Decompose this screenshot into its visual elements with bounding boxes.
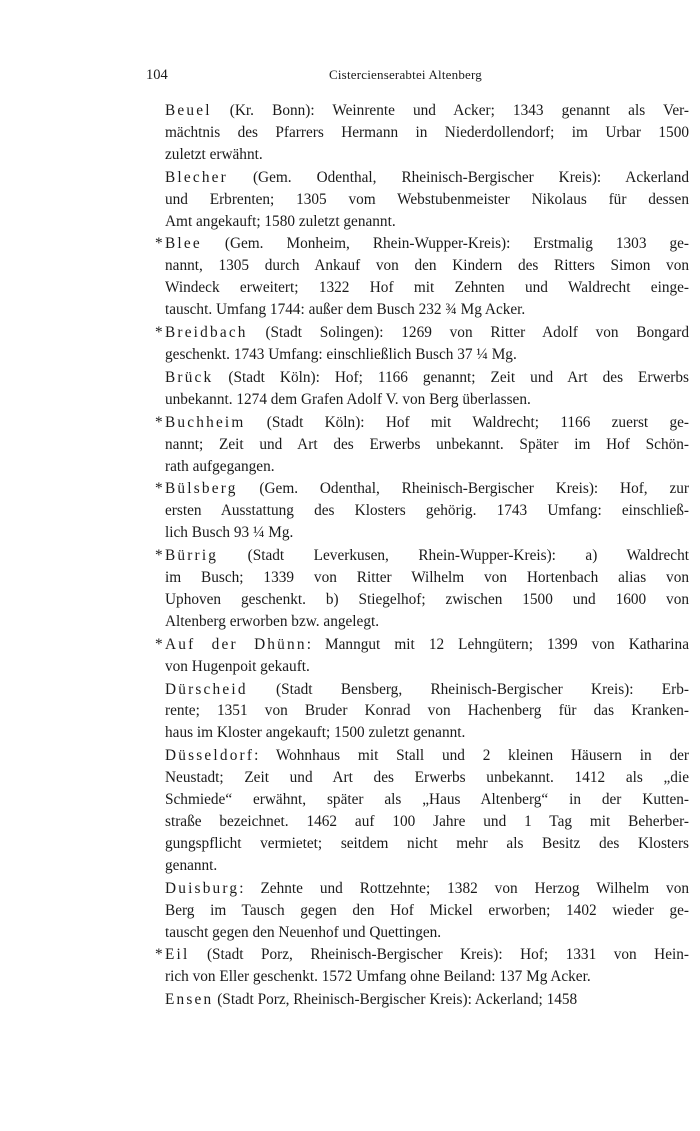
place-name: Blecher xyxy=(165,168,228,186)
place-name: Dürscheid xyxy=(165,680,248,698)
register-entry xyxy=(155,634,689,678)
entry-line xyxy=(165,100,689,122)
place-name: Bülsberg xyxy=(165,480,238,498)
entry-line xyxy=(165,589,689,611)
entry-line xyxy=(165,434,689,456)
entry-text: im Busch; 1339 von Ritter Wilhelm von Hortenbach alias von xyxy=(165,569,689,587)
asterisk-marker: * xyxy=(155,946,163,964)
entry-text: Altenberg erworben bzw. angelegt. xyxy=(165,612,380,630)
place-name: Auf der Dhünn xyxy=(165,635,307,653)
place-name: Ensen xyxy=(165,991,214,1009)
entry-text: geschenkt. 1743 Umfang: einschließlich Busch 37 ¼ Mg. xyxy=(165,345,517,363)
entry-line xyxy=(165,367,689,389)
entry-line xyxy=(165,389,689,411)
entry-text: tauscht. Umfang 1744: außer dem Busch 232 ¾ Mg Acker. xyxy=(165,301,526,319)
place-name: Buchheim xyxy=(165,413,246,431)
entry-line xyxy=(165,855,689,877)
entry-line xyxy=(165,122,689,144)
entry-line xyxy=(165,567,689,589)
entry-line xyxy=(165,144,689,166)
entry-line xyxy=(165,900,689,922)
entry-text: (Stadt Porz, Rheinisch-Bergischer Kreis): Hof; 1331 von Hein- xyxy=(189,946,689,964)
entry-text: nannt; Zeit und Art des Erwerbs unbekannt. Später im Hof Schön- xyxy=(165,435,689,453)
entry-text: Amt angekauft; 1580 zuletzt genannt. xyxy=(165,212,396,230)
entry-text: Neustadt; Zeit und Art des Erwerbs unbekannt. 1412 als „die xyxy=(165,769,689,787)
entry-line xyxy=(165,545,689,567)
entry-line xyxy=(165,478,689,500)
entry-line xyxy=(165,211,689,233)
entry-line xyxy=(165,922,689,944)
entry-text: (Gem. Odenthal, Rheinisch-Bergischer Kreis): Ackerland xyxy=(227,168,689,186)
page-header xyxy=(146,67,666,87)
entry-line xyxy=(165,722,689,744)
entry-text: : Zehnte und Rottzehnte; 1382 von Herzog Wilhelm von xyxy=(239,879,689,897)
entry-text: genannt. xyxy=(165,856,218,874)
asterisk-marker: * xyxy=(155,324,163,342)
entry-line xyxy=(165,412,689,434)
place-name: Düsseldorf xyxy=(165,747,255,765)
entry-line xyxy=(165,656,689,678)
entry-line xyxy=(165,989,689,1011)
entry-line xyxy=(165,833,689,855)
entry-line xyxy=(165,700,689,722)
entry-text: (Stadt Köln): Hof; 1166 genannt; Zeit und Art des Erwerbs xyxy=(213,368,689,386)
entry-text: haus im Kloster angekauft; 1500 zuletzt genannt. xyxy=(165,724,466,742)
entry-line xyxy=(165,322,689,344)
register-entry xyxy=(155,412,689,478)
entry-line xyxy=(165,299,689,321)
entry-text: nannt, 1305 durch Ankauf von den Kindern des Ritters Simon von xyxy=(165,257,689,275)
entry-line xyxy=(165,233,689,255)
asterisk-marker: * xyxy=(155,235,163,253)
entry-text: gungspflicht vermietet; seitdem nicht mehr als Besitz des Klosters xyxy=(165,834,689,852)
place-name: Blee xyxy=(165,235,202,253)
entry-text: Schmiede“ erwähnt, später als „Haus Altenberg“ in der Kutten- xyxy=(165,791,689,809)
entry-list xyxy=(155,100,689,1011)
running-title: Cistercienserabtei Altenberg xyxy=(329,67,483,82)
entry-line xyxy=(165,679,689,701)
register-entry xyxy=(165,989,689,1011)
entry-line xyxy=(165,745,689,767)
entry-text: Uphoven geschenkt. b) Stiegelhof; zwischen 1500 und 1600 von xyxy=(165,590,689,608)
entry-line xyxy=(165,500,689,522)
entry-line xyxy=(165,878,689,900)
place-name: Beuel xyxy=(165,102,212,119)
place-name: Breidbach xyxy=(165,324,248,342)
asterisk-marker: * xyxy=(155,480,163,498)
place-name: Brück xyxy=(165,368,214,386)
entry-text: und Erbrenten; 1305 vom Webstubenmeister Nikolaus für dessen xyxy=(165,190,689,208)
entry-text: (Stadt Bensberg, Rheinisch-Bergischer Kreis): Erb- xyxy=(247,680,689,698)
entry-text: Windeck erweitert; 1322 Hof mit Zehnten und Waldrecht einge- xyxy=(165,279,689,297)
entry-text: ersten Ausstattung des Klosters gehörig. 1743 Umfang: einschließ- xyxy=(165,502,689,520)
register-entry xyxy=(165,167,689,233)
entry-text: : Wohnhaus mit Stall und 2 kleinen Häusern in der xyxy=(254,747,689,765)
entry-line xyxy=(165,522,689,544)
register-entry xyxy=(165,745,689,876)
register-entry xyxy=(155,545,689,633)
asterisk-marker: * xyxy=(155,413,163,431)
entry-line xyxy=(165,811,689,833)
entry-line xyxy=(165,634,689,656)
entry-text: lich Busch 93 ¼ Mg. xyxy=(165,524,294,542)
register-entry xyxy=(155,233,689,321)
place-name: Eil xyxy=(165,946,190,964)
place-name: Bürrig xyxy=(165,547,219,565)
entry-line xyxy=(165,767,689,789)
entry-text: straße bezeichnet. 1462 auf 100 Jahre und 1 Tag mit Beherber- xyxy=(165,813,689,830)
entry-text: rath aufgegangen. xyxy=(165,457,275,475)
register-entry xyxy=(165,679,689,745)
entry-line xyxy=(165,966,689,988)
page-number: 104 xyxy=(146,67,168,83)
entry-line xyxy=(165,167,689,189)
entry-text: von Hugenpoit gekauft. xyxy=(165,657,310,675)
entry-text: (Stadt Porz, Rheinisch-Bergischer Kreis): Ackerland; 1458 xyxy=(213,991,578,1009)
entry-text: (Gem. Monheim, Rhein-Wupper-Kreis): Erstmalig 1303 ge- xyxy=(201,235,689,253)
entry-text: (Stadt Köln): Hof mit Waldrecht; 1166 zuerst ge- xyxy=(245,413,689,431)
entry-line xyxy=(165,344,689,366)
place-name: Duisburg xyxy=(165,879,240,897)
entry-text: zuletzt erwähnt. xyxy=(165,145,263,163)
asterisk-marker: * xyxy=(155,635,163,653)
entry-line xyxy=(165,789,689,811)
register-entry xyxy=(155,322,689,366)
register-entry xyxy=(165,878,689,944)
register-entry xyxy=(165,100,689,166)
entry-text: (Kr. Bonn): Weinrente und Acker; 1343 genannt als Ver- xyxy=(211,102,689,119)
register-entry xyxy=(155,478,689,544)
register-entry xyxy=(155,944,689,988)
entry-line xyxy=(165,611,689,633)
entry-text: rente; 1351 von Bruder Konrad von Hachenberg für das Kranken- xyxy=(165,702,689,720)
entry-text: tauscht gegen den Neuenhof und Quettingen. xyxy=(165,923,442,941)
asterisk-marker: * xyxy=(155,547,163,565)
entry-line xyxy=(165,277,689,299)
entry-text: (Stadt Leverkusen, Rhein-Wupper-Kreis): a) Waldrecht xyxy=(218,547,689,565)
entry-text: : Manngut mit 12 Lehngütern; 1399 von Katharina xyxy=(306,635,689,653)
entry-text: mächtnis des Pfarrers Hermann in Niederdollendorf; im Urbar 1500 xyxy=(165,123,689,141)
entry-line xyxy=(165,456,689,478)
entry-line xyxy=(165,255,689,277)
entry-text: Berg im Tausch gegen den Hof Mickel erworben; 1402 wieder ge- xyxy=(165,901,689,919)
register-entry xyxy=(165,367,689,411)
entry-text: unbekannt. 1274 dem Grafen Adolf V. von Berg überlassen. xyxy=(165,390,531,408)
entry-text: (Stadt Solingen): 1269 von Ritter Adolf von Bongard xyxy=(247,324,689,342)
entry-text: rich von Eller geschenkt. 1572 Umfang ohne Beiland: 137 Mg Acker. xyxy=(165,968,591,986)
entry-line xyxy=(165,189,689,211)
entry-text: (Gem. Odenthal, Rheinisch-Bergischer Kreis): Hof, zur xyxy=(237,480,689,498)
entry-line xyxy=(165,944,689,966)
